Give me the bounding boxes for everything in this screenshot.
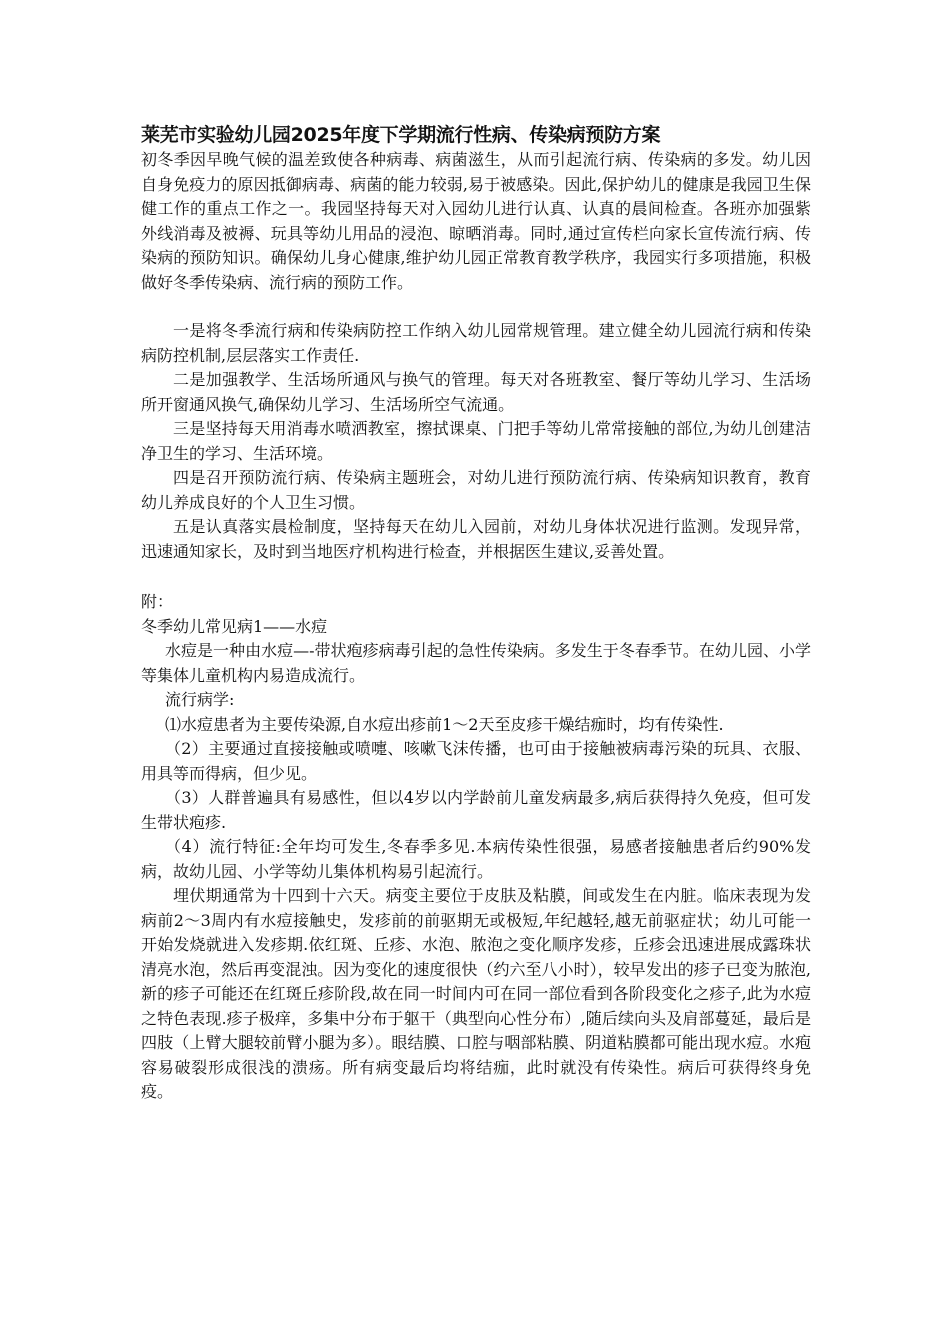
appendix-label: 附：	[141, 592, 174, 611]
epidemiology-item-2: （2）主要通过直接接触或喷嚏、咳嗽飞沫传播，也可由于接触被病毒污染的玩具、衣服、用具等而得病，但少见。	[141, 739, 811, 783]
clinical-paragraph: 埋伏期通常为十四到十六天。病变主要位于皮肤及粘膜，间或发生在内脏。临床表现为发病前2～3周内有水痘接触史，发疹前的前驱期无或极短,年纪越轻,越无前驱症状；幼儿可能一开始发烧就进入发疹期.依红斑、丘疹、水泡、脓泡之变化顺序发疹，丘疹会迅速进展成露珠状清亮水泡，然后再变混浊。因为变化的速度很快（约六至八小时），较早发出的疹子已变为脓泡,新的疹子可能还在红斑丘疹阶段,故在同一时间内可在同一部位看到各阶段变化之疹子,此为水痘之特色表现.疹子极痒，多集中分布于躯干（典型向心性分布）,随后续向头及肩部蔓延，最后是四肢（上臂大腿较前臂小腿为多）。眼结膜、口腔与咽部粘膜、阴道粘膜都可能出现水痘。水疱容易破裂形成很浅的溃疡。所有病变最后均将结痂，此时就没有传染性。病后可获得终身免疫。	[141, 886, 811, 1101]
measure-4: 四是召开预防流行病、传染病主题班会，对幼儿进行预防流行病、传染病知识教育，教育幼儿养成良好的个人卫生习惯。	[141, 468, 811, 512]
measure-3: 三是坚持每天用消毒水喷洒教室，擦拭课桌、门把手等幼儿常常接触的部位,为幼儿创建洁净卫生的学习、生活环境。	[141, 419, 811, 463]
spacer	[141, 564, 811, 590]
measure-5: 五是认真落实晨检制度，坚持每天在幼儿入园前，对幼儿身体状况进行监测。发现异常，迅速通知家长，及时到当地医疗机构进行检查，并根据医生建议,妥善处置。	[141, 517, 811, 561]
document-title: 莱芜市实验幼儿园2025年度下学期流行性病、传染病预防方案	[141, 124, 661, 146]
epidemiology-label: 流行病学:	[165, 690, 235, 709]
document-page	[141, 122, 811, 1105]
epidemiology-item-4: （4）流行特征:全年均可发生,冬春季多见.本病传染性很强，易感者接触患者后约90%发病，故幼儿园、小学等幼儿集体机构易引起流行。	[141, 837, 811, 881]
measure-1: 一是将冬季流行病和传染病防控工作纳入幼儿园常规管理。建立健全幼儿园流行病和传染病防控机制,层层落实工作责任.	[141, 321, 811, 365]
intro-paragraph: 初冬季因早晚气候的温差致使各种病毒、病菌滋生，从而引起流行病、传染病的多发。幼儿因自身免疫力的原因抵御病毒、病菌的能力较弱,易于被感染。因此,保护幼儿的健康是我园卫生保健工作的重点工作之一。我园坚持每天对入园幼儿进行认真、认真的晨间检查。各班亦加强紫外线消毒及被褥、玩具等幼儿用品的浸泡、晾晒消毒。同时,通过宣传栏向家长宣传流行病、传染病的预防知识。确保幼儿身心健康,维护幼儿园正常教育教学秩序，我园实行多项措施，积极做好冬季传染病、流行病的预防工作。	[141, 150, 811, 292]
epidemiology-item-3: （3）人群普遍具有易感性，但以4岁以内学龄前儿童发病最多,病后获得持久免疫，但可发生带状疱疹.	[141, 788, 811, 832]
measure-2: 二是加强教学、生活场所通风与换气的管理。每天对各班教室、餐厅等幼儿学习、生活场所开窗通风换气,确保幼儿学习、生活场所空气流通。	[141, 370, 811, 414]
appendix-heading: 冬季幼儿常见病1——水痘	[141, 616, 328, 636]
varicella-intro: 水痘是一种由水痘—-带状疱疹病毒引起的急性传染病。多发生于冬春季节。在幼儿园、小学等集体儿童机构内易造成流行。	[141, 641, 811, 685]
epidemiology-item-1: ⑴水痘患者为主要传染源,自水痘出疹前1～2天至皮疹干燥结痂时，均有传染性.	[165, 714, 724, 734]
spacer	[141, 295, 811, 319]
